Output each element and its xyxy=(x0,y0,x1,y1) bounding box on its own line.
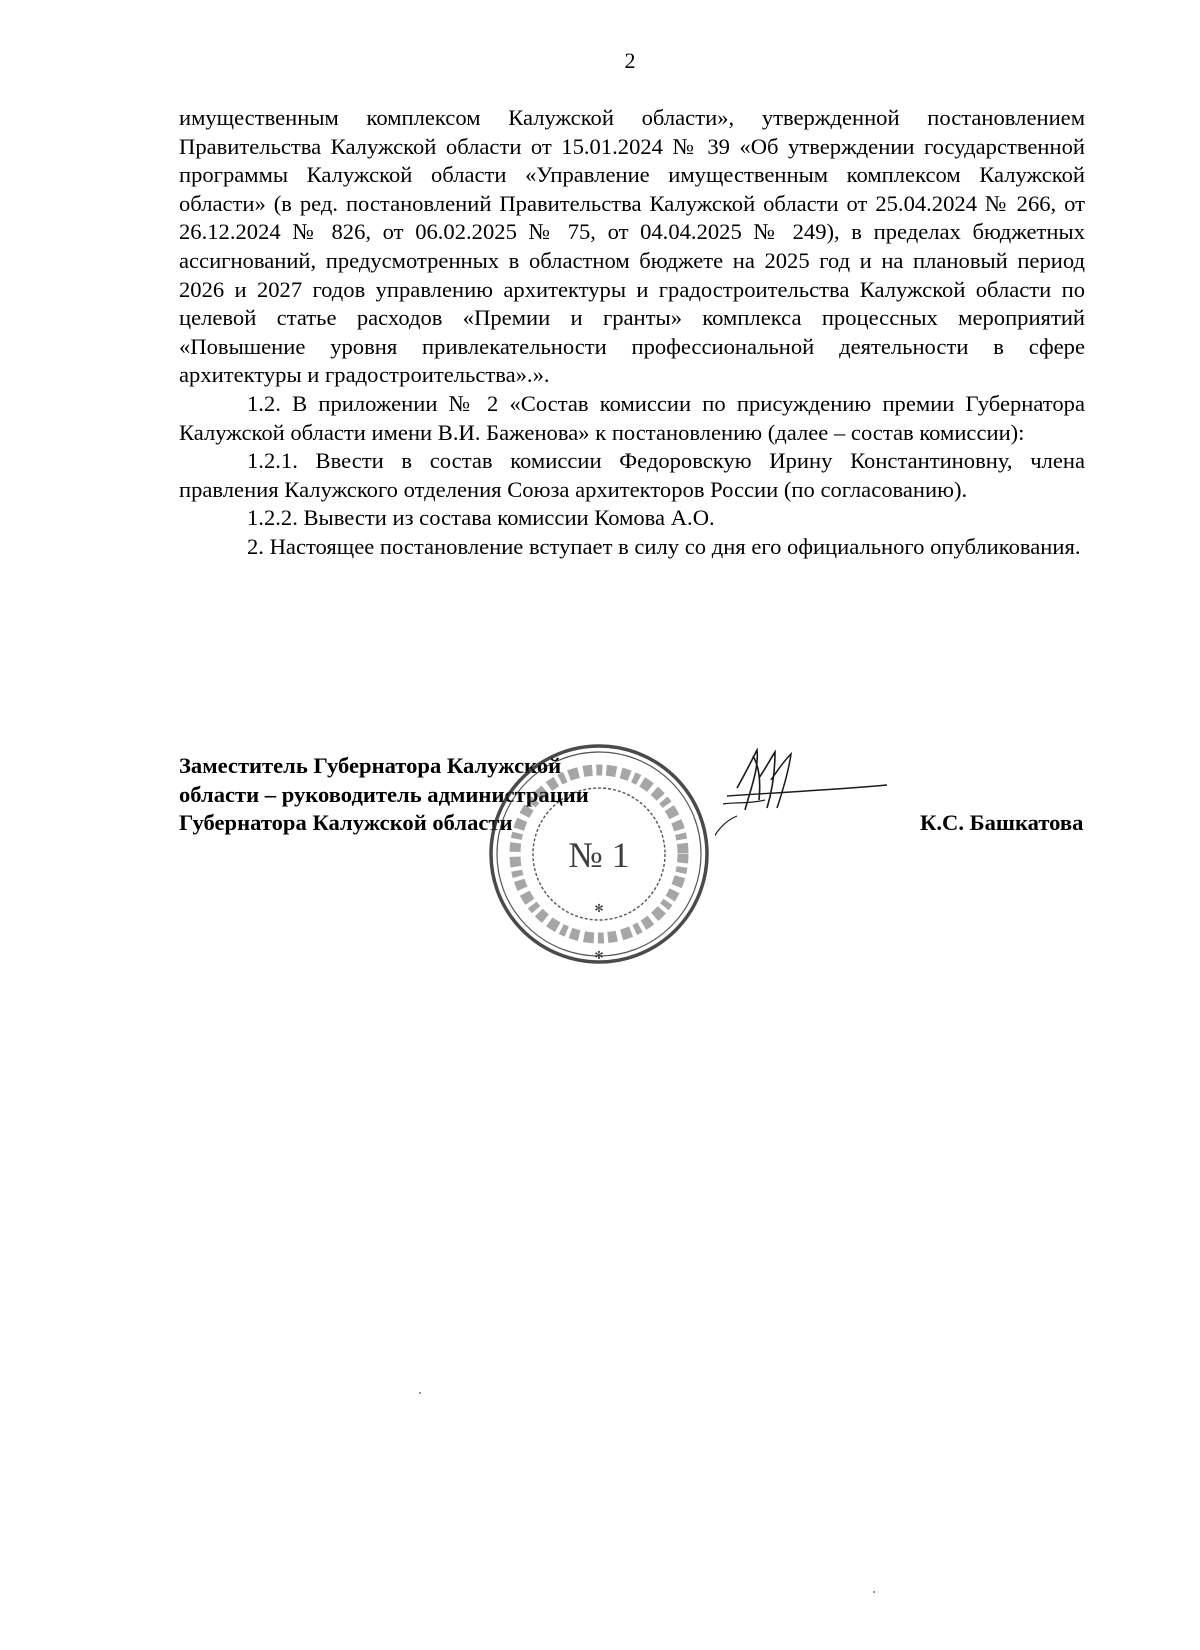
official-seal-stamp xyxy=(479,734,719,974)
document-body xyxy=(179,104,1085,562)
svg-text:✻: ✻ xyxy=(594,902,604,915)
signatory-position-line: Заместитель Губернатора Калужской xyxy=(179,753,562,778)
handwritten-signature xyxy=(715,748,895,868)
signatory-position-line: Губернатора Калужской области xyxy=(179,810,513,836)
paragraph-1-2-1: 1.2.1. Ввести в состав комиссии Федоровскую Ирину Константиновну, члена правления Калужского отделения Союза архитекторов России (по согласованию). xyxy=(179,448,1085,502)
scan-speck xyxy=(419,1392,421,1394)
page-number: 2 xyxy=(624,48,636,73)
signatory-name: К.С. Башкатова xyxy=(920,810,1084,835)
seal-number: № 1 xyxy=(568,835,630,875)
signatory-position-line: области – руководитель администрации xyxy=(179,781,589,807)
svg-text:✻: ✻ xyxy=(594,949,604,962)
paragraph-1-2-2: 1.2.2. Вывести из состава комиссии Комова А.О. xyxy=(247,505,715,531)
paragraph-1-2: 1.2. В приложении № 2 «Состав комиссии по присуждению премии Губернатора Калужской области имени В.И. Баженова» к постановлению (далее – состав комиссии): xyxy=(179,390,1085,445)
paragraph-continuation: имущественным комплексом Калужской области», утвержденной постановлением Правительства Калужской области от 15.01.2024 № 39 «Об утверждении государственной программы Калужской области «Управление имущественным комплексом Калужской области» (в ред. постановлений Правительства Калужской области от 25.04.2024 № 266, от 26.12.2024 № 826, от 06.02.2025 № 75, от 04.04.2025 № 249), в пределах бюджетных ассигнований, предусмотренных в областном бюджете на 2025 год и на плановый период 2026 и 2027 годов управлению архитектуры и градостроительства Калужской области по целевой статье расходов «Премии и гранты» комплекса процессных мероприятий «Повышение уровня привлекательности профессиональной деятельности в сфере архитектуры и градостроительства».». xyxy=(179,105,1085,388)
paragraph-2: 2. Настоящее постановление вступает в силу со дня его официального опубликования. xyxy=(247,533,1081,559)
scan-speck xyxy=(873,1591,875,1593)
